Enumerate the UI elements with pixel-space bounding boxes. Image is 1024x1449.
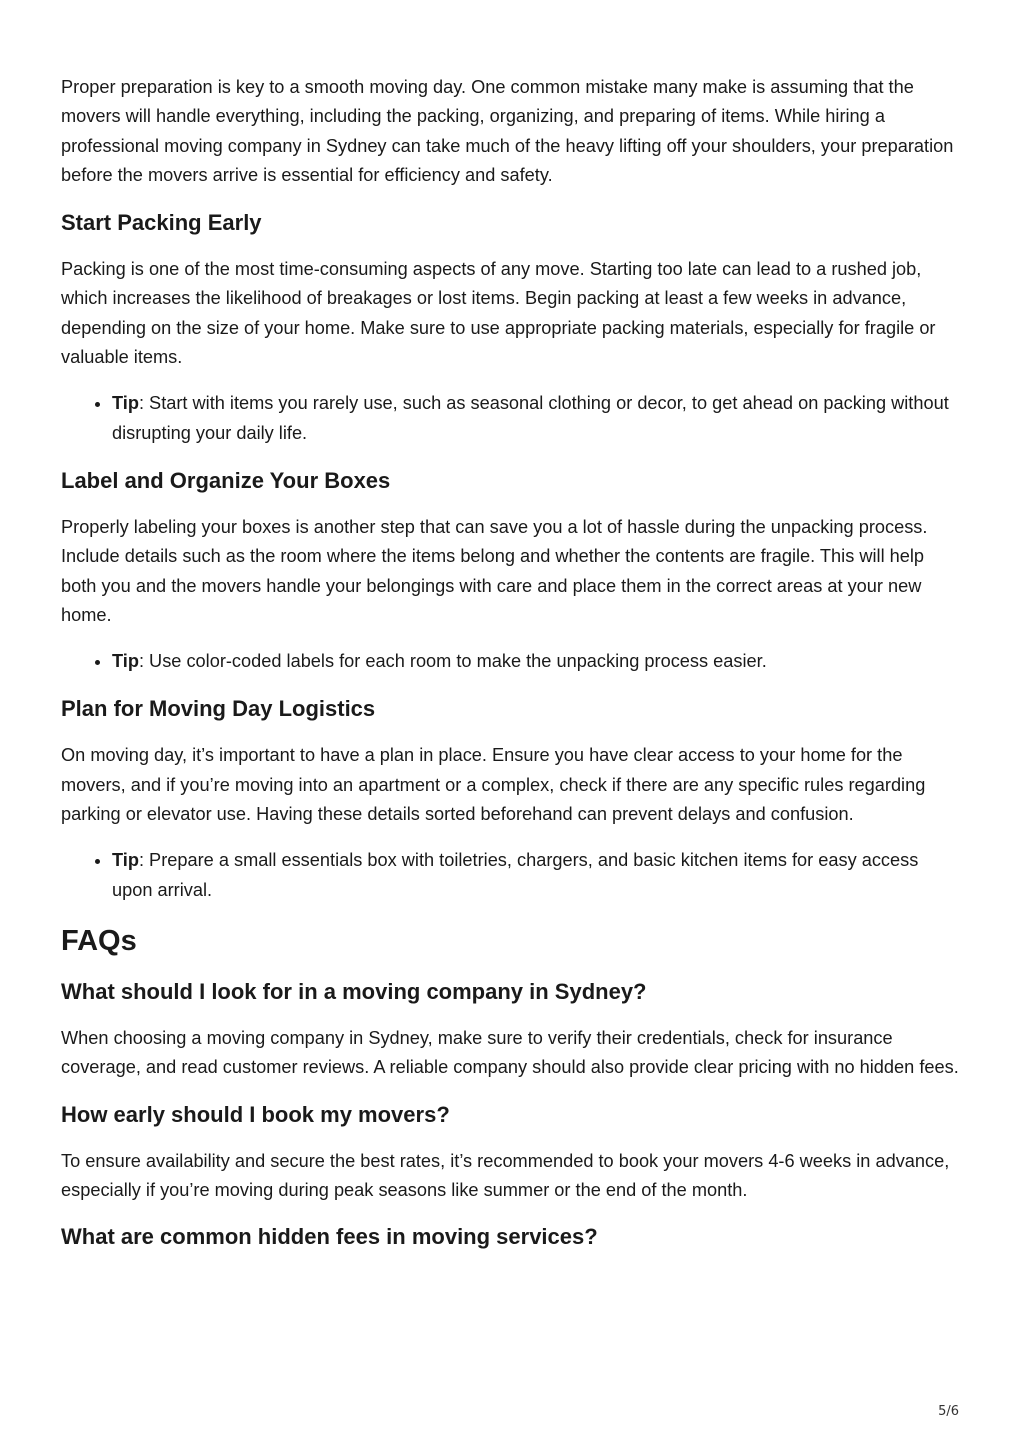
- faq-answer: When choosing a moving company in Sydney, make sure to verify their credentials, check for insurance coverage, and read customer reviews. A reliable company should also provide clear pricing with no hidden fees.: [61, 1027, 959, 1078]
- section-paragraph: Properly labeling your boxes is another step that can save you a lot of hassle during the unpacking process. Include details such as the room where the items belong and whether the contents are fragile. This will help both you and the movers handle your belongings with care and place them in the correct areas at your new home.: [61, 516, 928, 625]
- tip-item: [112, 389, 961, 448]
- faqs-section: [61, 923, 961, 1252]
- section-paragraph: On moving day, it’s important to have a plan in place. Ensure you have clear access to your home for the movers, and if you’re moving into an apartment or a complex, check if there are any specific rules regarding parking or elevator use. Having these details sorted beforehand can prevent delays and confusion.: [61, 745, 926, 825]
- faq-answer: To ensure availability and secure the best rates, it’s recommended to book your movers 4-6 weeks in advance, especially if you’re moving during peak seasons like summer or the end of the month.: [61, 1150, 950, 1200]
- tip-item: [112, 647, 961, 676]
- intro-paragraph: Proper preparation is key to a smooth moving day. One common mistake many make is assuming that the movers will handle everything, including the packing, organizing, and preparing of items. While hiring a professional moving company in Sydney can take much of the heavy lifting off your shoulders, your preparation before the movers arrive is essential for efficiency and safety.: [61, 77, 954, 185]
- section-moving-day-logistics: [61, 694, 961, 904]
- tip-label: Tip: [112, 651, 139, 672]
- tip-text: : Prepare a small essentials box with toiletries, chargers, and basic kitchen items for easy access upon arrival.: [112, 850, 919, 900]
- section-paragraph: Packing is one of the most time-consuming aspects of any move. Starting too late can lead to a rushed job, which increases the likelihood of breakages or lost items. Begin packing at least a few weeks in advance, depending on the size of your home. Make sure to use appropriate packing materials, especially for fragile or valuable items.: [61, 259, 936, 368]
- page-number: 5/6: [938, 1404, 959, 1419]
- section-label-organize: [61, 466, 961, 676]
- section-start-packing: [61, 208, 961, 448]
- tip-list: [61, 647, 961, 676]
- document-page: [61, 73, 961, 1252]
- tip-text: : Use color-coded labels for each room to make the unpacking process easier.: [138, 651, 767, 672]
- faqs-title: FAQs: [61, 924, 137, 957]
- tip-list: [61, 846, 961, 905]
- section-heading: Plan for Moving Day Logistics: [61, 696, 376, 722]
- faq-question: How early should I book my movers?: [61, 1101, 450, 1127]
- faq-question: What should I look for in a moving company in Sydney?: [61, 978, 647, 1004]
- tip-label: Tip: [112, 393, 139, 414]
- tip-list: [61, 389, 961, 448]
- faq-question: What are common hidden fees in moving services?: [61, 1224, 598, 1250]
- tip-text: : Start with items you rarely use, such as seasonal clothing or decor, to get ahead on packing without disrupting your daily life.: [112, 393, 949, 443]
- tip-item: [112, 846, 961, 905]
- section-heading: Label and Organize Your Boxes: [61, 467, 391, 493]
- section-heading: Start Packing Early: [61, 210, 262, 236]
- tip-label: Tip: [112, 850, 139, 871]
